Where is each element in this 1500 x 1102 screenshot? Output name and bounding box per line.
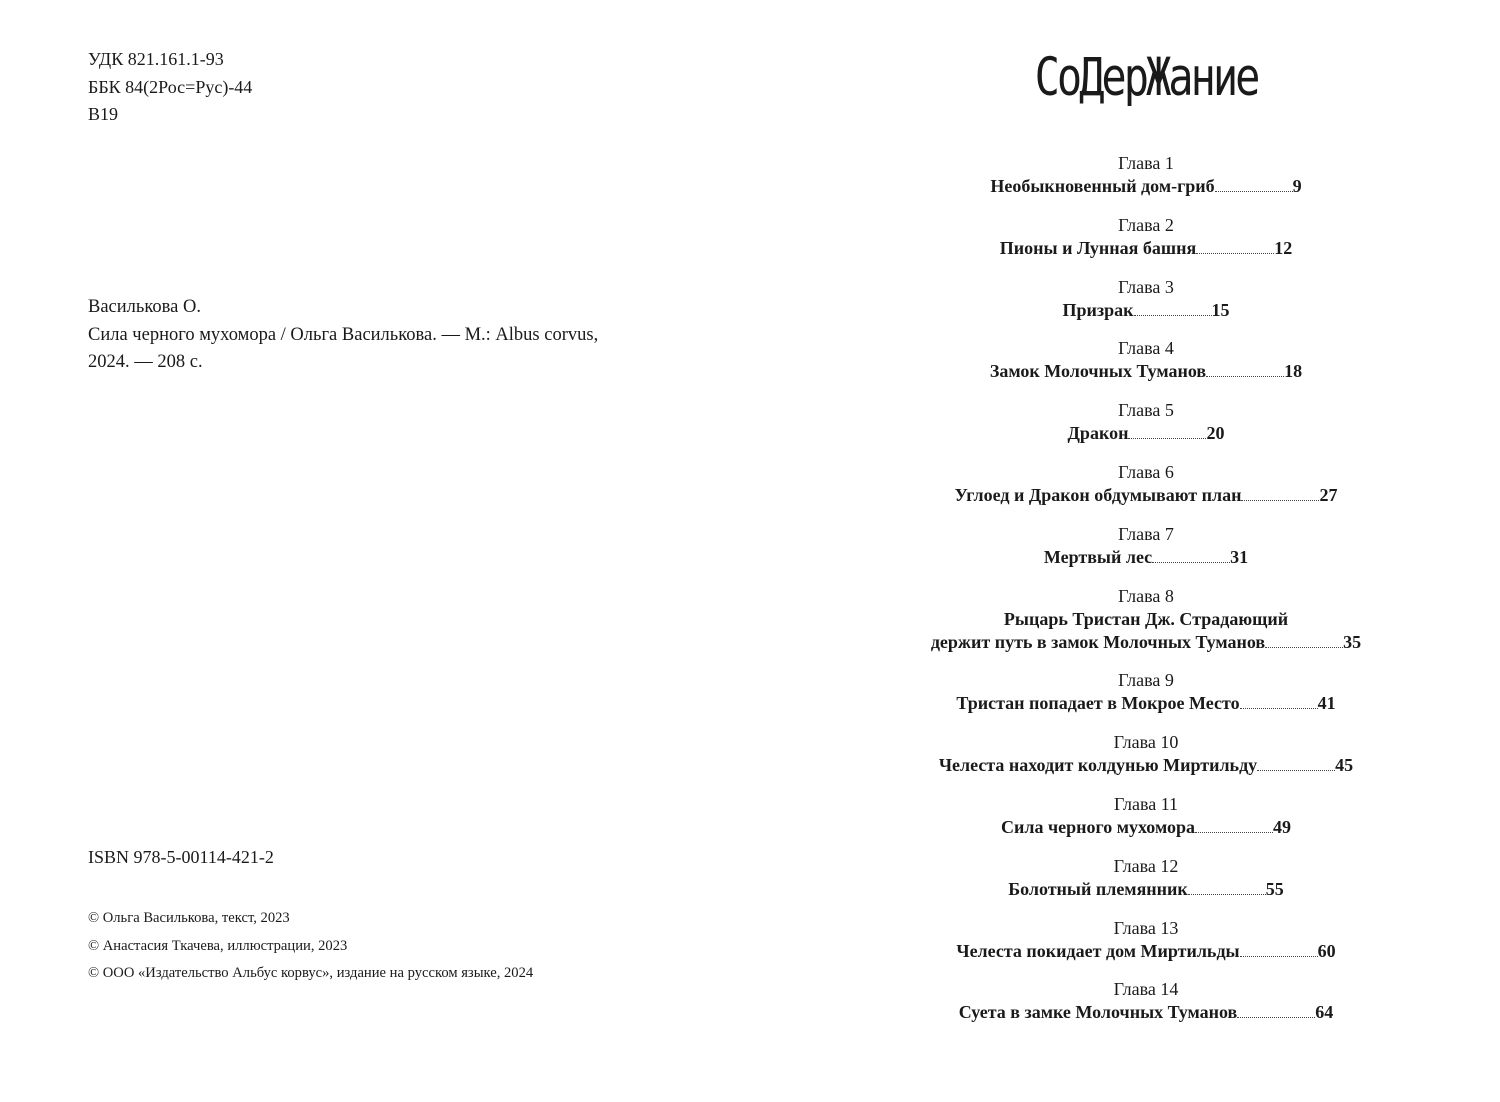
toc-dot-leader [1237, 1009, 1315, 1018]
toc-page-number: 27 [1319, 484, 1338, 505]
toc-dot-leader [1134, 307, 1212, 316]
toc-chapter-label: Глава 14 [1113, 979, 1179, 1000]
copyright-line: © Анастасия Ткачева, иллюстрации, 2023 [88, 937, 348, 954]
toc-chapter-title [856, 484, 1436, 507]
toc-chapter-title [856, 360, 1436, 383]
toc-title-text: Необыкновенный дом-гриб [990, 176, 1215, 196]
toc-title-text: Замок Молочных Туманов [989, 361, 1207, 382]
toc-chapter-title [856, 692, 1436, 715]
toc-page-number: 18 [1284, 361, 1303, 382]
bibliographic-record [88, 294, 728, 377]
toc-page-number: 15 [1211, 299, 1230, 320]
toc-chapter-title [856, 816, 1436, 839]
toc-chapter-title [856, 175, 1436, 198]
toc-chapter-title [856, 878, 1436, 901]
toc-chapter-title [856, 422, 1436, 445]
toc-dot-leader [1240, 948, 1318, 957]
toc-dot-leader [1188, 886, 1266, 895]
toc-entry [856, 399, 1436, 445]
toc-title-text: держит путь в замок Молочных Туманов [930, 631, 1266, 652]
toc-page-number: 45 [1335, 755, 1354, 776]
toc-entry [856, 978, 1436, 1024]
toc-title-text: Углоед и Дракон обдумывают план [954, 484, 1242, 505]
toc-dot-leader [1215, 183, 1293, 192]
catalog-block [88, 46, 728, 129]
toc-title-text: Тристан попадает в Мокрое Место [956, 693, 1240, 714]
toc-page-number: 20 [1206, 423, 1225, 444]
toc-page-number: 31 [1230, 546, 1249, 567]
toc-title-text: Дракон [1067, 423, 1129, 444]
toc-dot-leader [1240, 700, 1318, 709]
toc-dot-leader [1257, 762, 1335, 771]
copyright-block [88, 905, 533, 988]
toc-title-text: Рыцарь Тристан Дж. Страдающий [1003, 608, 1289, 629]
toc-chapter-label: Глава 1 [1118, 153, 1174, 173]
toc-entry [856, 855, 1436, 901]
author-mark: В19 [88, 104, 119, 124]
toc-chapter-label: Глава 3 [1118, 276, 1174, 297]
toc-dot-leader [1152, 554, 1230, 563]
copyright-line: © Ольга Василькова, текст, 2023 [88, 910, 290, 926]
toc-chapter-title [856, 608, 1436, 631]
toc-page-number: 35 [1343, 631, 1362, 652]
toc-entry [856, 276, 1436, 322]
toc-title-text: Суета в замке Молочных Туманов [958, 1002, 1238, 1023]
biblio-line: 2024. — 208 с. [88, 352, 203, 372]
toc-chapter-title [856, 546, 1436, 569]
toc-chapter-label: Глава 4 [1118, 338, 1174, 359]
toc-dot-leader [1265, 639, 1343, 648]
toc-page-number: 41 [1317, 693, 1336, 714]
toc-chapter-label: Глава 9 [1118, 670, 1174, 691]
toc-entry [856, 917, 1436, 963]
toc-page-number: 64 [1315, 1002, 1334, 1023]
toc-title-text: Сила черного мухомора [1001, 816, 1195, 837]
isbn: ISBN 978-5-00114-421-2 [88, 847, 274, 867]
toc-chapter-title [856, 940, 1436, 963]
toc-title-text: Челеста находит колдунью Миртильду [938, 755, 1258, 776]
toc-entry [856, 585, 1436, 654]
toc-dot-leader [1195, 824, 1273, 833]
author-name: Василькова О. [88, 297, 201, 317]
toc-dot-leader [1128, 430, 1206, 439]
toc-entry [856, 669, 1436, 715]
toc-chapter-label: Глава 13 [1113, 917, 1179, 938]
toc-chapter-label: Глава 10 [1113, 732, 1179, 753]
toc-chapter-title [856, 299, 1436, 322]
toc-title-text: Мертвый лес [1043, 546, 1153, 567]
toc-page-number: 49 [1272, 816, 1291, 837]
toc-entry [856, 523, 1436, 569]
toc-chapter-label: Глава 6 [1118, 461, 1174, 482]
toc-chapter-title [856, 754, 1436, 777]
toc-chapter-label: Глава 2 [1118, 214, 1174, 235]
toc-entry [856, 461, 1436, 507]
toc-chapter-title [856, 631, 1436, 654]
toc-chapter-title [856, 1001, 1436, 1024]
toc-title-text: Призрак [1062, 299, 1134, 320]
udk-code: УДК 821.161.1-93 [88, 49, 224, 69]
toc-title-text: Челеста покидает дом Миртильды [956, 940, 1240, 961]
toc-dot-leader [1206, 368, 1284, 377]
toc-page-number: 60 [1317, 940, 1336, 961]
table-of-contents [856, 152, 1436, 1040]
toc-title-text: Пионы и Лунная башня [999, 237, 1197, 258]
toc-entry [856, 337, 1436, 383]
copyright-line: © ООО «Издательство Альбус корвус», издание на русском языке, 2024 [88, 965, 534, 982]
toc-chapter-label: Глава 12 [1113, 855, 1179, 876]
toc-entry [856, 793, 1436, 839]
toc-chapter-title [856, 237, 1436, 260]
toc-title: СоДерЖание [1034, 46, 1258, 108]
toc-entry [856, 152, 1436, 198]
toc-entry [856, 214, 1436, 260]
toc-page-number: 9 [1292, 176, 1302, 196]
toc-page-number: 12 [1274, 237, 1293, 258]
toc-chapter-label: Глава 5 [1118, 400, 1174, 421]
biblio-line: Сила черного мухомора / Ольга Василькова. — М.: Albus corvus, [88, 324, 599, 345]
toc-entry [856, 731, 1436, 777]
toc-dot-leader [1241, 492, 1319, 501]
toc-dot-leader [1196, 245, 1274, 254]
toc-chapter-label: Глава 11 [1113, 793, 1179, 814]
toc-chapter-label: Глава 8 [1118, 585, 1174, 606]
toc-page-number: 55 [1265, 878, 1284, 899]
bbk-code: ББК 84(2Рос=Рус)-44 [88, 76, 253, 97]
toc-title-text: Болотный племянник [1008, 878, 1188, 899]
toc-chapter-label: Глава 7 [1118, 523, 1174, 544]
